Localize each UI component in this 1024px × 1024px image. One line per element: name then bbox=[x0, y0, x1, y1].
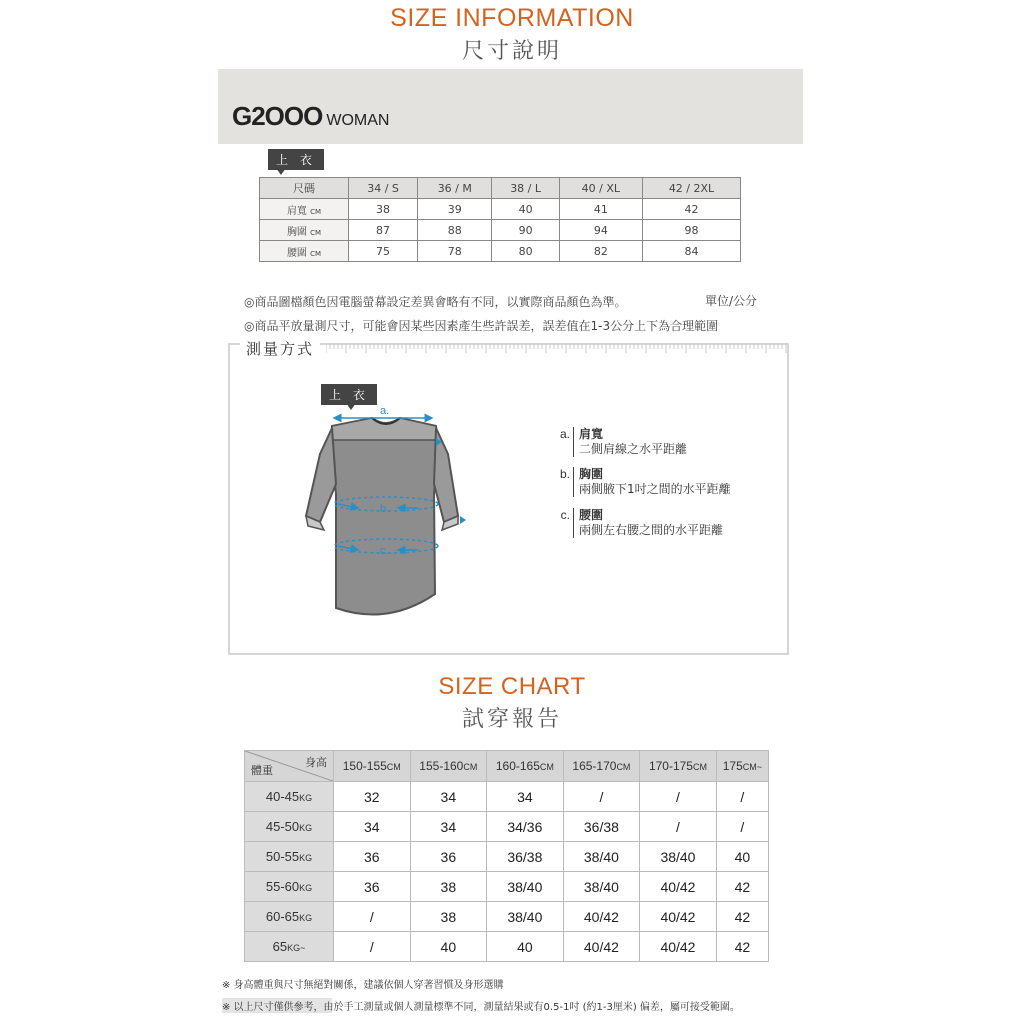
size-spec-cell: 39 bbox=[418, 199, 492, 220]
color-note: ◎商品圖檔顏色因電腦螢幕設定差異會略有不同，以實際商品顏色為準。 bbox=[244, 295, 627, 309]
fit-cell: 40 bbox=[410, 932, 487, 962]
fit-cell: / bbox=[563, 782, 640, 812]
fit-cell: 36 bbox=[410, 842, 487, 872]
garment-diagram bbox=[298, 404, 478, 626]
size-spec-row bbox=[260, 241, 741, 262]
legend-desc: 兩側左右腰之間的水平距離 bbox=[579, 523, 724, 537]
brand-band bbox=[218, 69, 803, 144]
size-spec-cell: 38 bbox=[349, 199, 418, 220]
size-spec-header: 尺碼 bbox=[260, 178, 349, 199]
size-spec-cell: 41 bbox=[559, 199, 642, 220]
size-spec-cell: 94 bbox=[559, 220, 642, 241]
fit-row-label: 45-50KG bbox=[245, 812, 334, 842]
fit-column-header: 170-175CM bbox=[640, 751, 717, 782]
size-spec-cell: 98 bbox=[642, 220, 740, 241]
page-title-zh: 尺寸說明 bbox=[461, 39, 562, 64]
fit-row bbox=[245, 812, 769, 842]
legend-divider bbox=[573, 427, 574, 457]
size-spec-header: 40 / XL bbox=[559, 178, 642, 199]
legend-desc: 兩側腋下1吋之間的水平距離 bbox=[579, 482, 731, 496]
fit-cell: 32 bbox=[334, 782, 411, 812]
size-spec-cell: 80 bbox=[492, 241, 559, 262]
size-spec-row bbox=[260, 220, 741, 241]
fit-header-row bbox=[245, 751, 769, 782]
size-spec-header-row bbox=[260, 178, 741, 199]
fit-cell: 40 bbox=[487, 932, 564, 962]
fit-cell: 38 bbox=[410, 902, 487, 932]
size-spec-cell: 78 bbox=[418, 241, 492, 262]
garment-yoke bbox=[332, 418, 437, 440]
footer-note-2: ※ 以上尺寸僅供參考，由於手工測量或個人測量標準不同，測量結果或有0.5-1吋 (約1-3厘米) 偏差，屬可接受範圍。 bbox=[222, 998, 740, 1013]
fit-cell: / bbox=[334, 902, 411, 932]
fit-row-label: 60-65KG bbox=[245, 902, 334, 932]
size-spec-cell: 75 bbox=[349, 241, 418, 262]
legend-name: 胸圍 bbox=[579, 467, 604, 481]
fit-cell: 40/42 bbox=[640, 902, 717, 932]
size-spec-header: 42 / 2XL bbox=[642, 178, 740, 199]
fit-cell: / bbox=[716, 812, 768, 842]
fit-row-label: 65KG~ bbox=[245, 932, 334, 962]
legend-item-b bbox=[554, 467, 784, 499]
garment-left-sleeve bbox=[306, 428, 336, 522]
brand-logo-main: G2OOO bbox=[232, 101, 323, 131]
fit-cell: / bbox=[640, 782, 717, 812]
size-spec-row-label: 腰圍 CM bbox=[260, 241, 349, 262]
measure-a-label: a. bbox=[380, 405, 390, 417]
legend-name: 肩寬 bbox=[579, 427, 604, 441]
size-spec-header: 36 / M bbox=[418, 178, 492, 199]
fit-cell: 36 bbox=[334, 872, 411, 902]
fit-cell: / bbox=[716, 782, 768, 812]
measurement-title: 測量方式 bbox=[240, 338, 320, 359]
legend-item-a bbox=[554, 427, 784, 459]
measure-c-label: c. bbox=[380, 545, 389, 557]
fit-row bbox=[245, 872, 769, 902]
corner-height-label: 身高 bbox=[305, 757, 327, 769]
legend-divider bbox=[573, 508, 574, 538]
legend-item-c bbox=[554, 508, 784, 540]
fit-cell: 34 bbox=[334, 812, 411, 842]
size-spec-row-label: 胸圍 CM bbox=[260, 220, 349, 241]
size-spec-header: 38 / L bbox=[492, 178, 559, 199]
fit-row-label: 55-60KG bbox=[245, 872, 334, 902]
fit-report-table bbox=[244, 750, 769, 962]
size-spec-cell: 90 bbox=[492, 220, 559, 241]
fit-cell: 38/40 bbox=[640, 842, 717, 872]
marker-cuff-right bbox=[460, 516, 466, 524]
legend-desc: 二側肩線之水平距離 bbox=[579, 442, 688, 456]
size-spec-row bbox=[260, 199, 741, 220]
brand-logo-sub: WOMAN bbox=[326, 112, 390, 129]
fit-cell: 40/42 bbox=[640, 932, 717, 962]
fit-corner-cell bbox=[245, 751, 334, 782]
fit-cell: / bbox=[640, 812, 717, 842]
page-title-en: SIZE INFORMATION bbox=[390, 4, 634, 32]
legend-name: 腰圍 bbox=[579, 508, 604, 522]
unit-note: 單位/公分 bbox=[705, 294, 758, 308]
fit-cell: 36/38 bbox=[487, 842, 564, 872]
fit-row-label: 50-55KG bbox=[245, 842, 334, 872]
size-spec-cell: 84 bbox=[642, 241, 740, 262]
legend-key: c. bbox=[560, 508, 570, 522]
fit-cell: 38/40 bbox=[563, 842, 640, 872]
fit-cell: / bbox=[334, 932, 411, 962]
top-garment-tag-arrow bbox=[276, 168, 286, 175]
fit-cell: 34/36 bbox=[487, 812, 564, 842]
fit-cell: 34 bbox=[410, 812, 487, 842]
size-spec-cell: 42 bbox=[642, 199, 740, 220]
fit-cell: 40 bbox=[716, 842, 768, 872]
fit-column-header: 150-155CM bbox=[334, 751, 411, 782]
legend-divider bbox=[573, 467, 574, 497]
fit-cell: 38/40 bbox=[563, 872, 640, 902]
size-spec-table bbox=[259, 177, 741, 262]
fit-cell: 42 bbox=[716, 872, 768, 902]
legend-key: a. bbox=[559, 427, 570, 441]
measure-b-label: b. bbox=[380, 503, 390, 515]
size-spec-cell: 40 bbox=[492, 199, 559, 220]
fit-cell: 38/40 bbox=[487, 902, 564, 932]
fit-cell: 34 bbox=[410, 782, 487, 812]
legend-key: b. bbox=[559, 467, 570, 481]
size-spec-cell: 82 bbox=[559, 241, 642, 262]
fit-row bbox=[245, 932, 769, 962]
fit-column-header: 175CM~ bbox=[716, 751, 768, 782]
fit-cell: 38/40 bbox=[487, 872, 564, 902]
brand-logo bbox=[232, 101, 389, 132]
fit-cell: 40/42 bbox=[563, 932, 640, 962]
fit-row-label: 40-45KG bbox=[245, 782, 334, 812]
fit-cell: 38 bbox=[410, 872, 487, 902]
fit-cell: 36 bbox=[334, 842, 411, 872]
fit-column-header: 160-165CM bbox=[487, 751, 564, 782]
fit-cell: 42 bbox=[716, 932, 768, 962]
fit-row bbox=[245, 782, 769, 812]
size-spec-header: 34 / S bbox=[349, 178, 418, 199]
corner-weight-label: 體重 bbox=[251, 765, 273, 777]
measure-note: ◎商品平放量測尺寸，可能會因某些因素產生些許誤差，誤差值在1-3公分上下為合理範圍 bbox=[244, 319, 719, 333]
footer-note-1: ※ 身高體重與尺寸無絕對關係，建議依個人穿著習慣及身形選購 bbox=[222, 980, 504, 991]
fit-cell: 40/42 bbox=[563, 902, 640, 932]
fit-cell: 40/42 bbox=[640, 872, 717, 902]
size-chart-title-zh: 試穿報告 bbox=[461, 707, 562, 732]
fit-row bbox=[245, 842, 769, 872]
size-spec-cell: 88 bbox=[418, 220, 492, 241]
fit-column-header: 165-170CM bbox=[563, 751, 640, 782]
size-chart-title-en: SIZE CHART bbox=[438, 673, 586, 700]
size-spec-cell: 87 bbox=[349, 220, 418, 241]
top-garment-tag: 上 衣 bbox=[268, 149, 324, 170]
ruler-decoration bbox=[326, 343, 789, 353]
fit-cell: 36/38 bbox=[563, 812, 640, 842]
fit-column-header: 155-160CM bbox=[410, 751, 487, 782]
size-spec-row-label: 肩寬 CM bbox=[260, 199, 349, 220]
fit-cell: 42 bbox=[716, 902, 768, 932]
garment-body-shape bbox=[331, 418, 438, 614]
fit-row bbox=[245, 902, 769, 932]
fit-cell: 34 bbox=[487, 782, 564, 812]
measure-garment-tag: 上 衣 bbox=[321, 384, 377, 405]
